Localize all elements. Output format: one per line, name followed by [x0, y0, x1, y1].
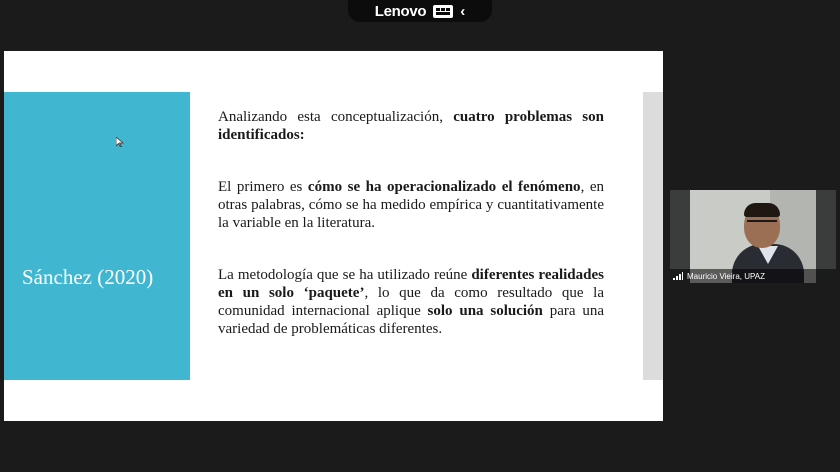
signal-bars-icon: [673, 272, 683, 280]
slide-paragraph: [218, 266, 604, 338]
participant-glasses: [747, 220, 777, 228]
slide-text-run: , lo que da como resultado que la comunidad internacional aplique: [218, 285, 604, 319]
chevron-left-icon[interactable]: ‹: [460, 2, 466, 20]
slide-paragraph: [218, 108, 604, 144]
slide-text-run: El primero es: [218, 179, 308, 195]
slide-text-run: , en otras palabras, cómo se ha medido empírica y cuantitativamente la variable en la literatura.: [218, 179, 605, 231]
brand-logo: Lenovo: [374, 2, 427, 20]
participant-name: Mauricio Vieira, UPAZ: [687, 271, 765, 281]
slide-accent-panel: [4, 92, 190, 380]
slide-bold-text: diferentes realidades en un solo ‘paquete’: [218, 267, 604, 301]
slide-bold-text: solo una solución: [427, 303, 543, 319]
shared-slide: [4, 51, 663, 421]
top-control-bar: [348, 0, 492, 22]
slide-body: [218, 108, 604, 372]
participant-name-bar: [670, 269, 836, 283]
slide-author-label: Sánchez (2020): [22, 265, 154, 289]
mouse-cursor-icon: [116, 137, 124, 147]
view-options-icon[interactable]: [432, 4, 454, 19]
slide-text-run: La metodología que se ha utilizado reúne: [218, 267, 472, 283]
participant-video-tile[interactable]: [670, 190, 836, 283]
slide-text-run: Analizando esta conceptualización,: [218, 109, 454, 125]
participant-hair: [744, 203, 780, 217]
slide-bold-text: cuatro problemas son identificados:: [218, 109, 604, 143]
slide-side-strip: [643, 92, 663, 380]
slide-paragraph: [218, 178, 604, 232]
slide-bold-text: cómo se ha operacionalizado el fenómeno: [307, 179, 581, 195]
slide-text-run: para una variedad de problemáticas diferentes.: [218, 303, 604, 337]
